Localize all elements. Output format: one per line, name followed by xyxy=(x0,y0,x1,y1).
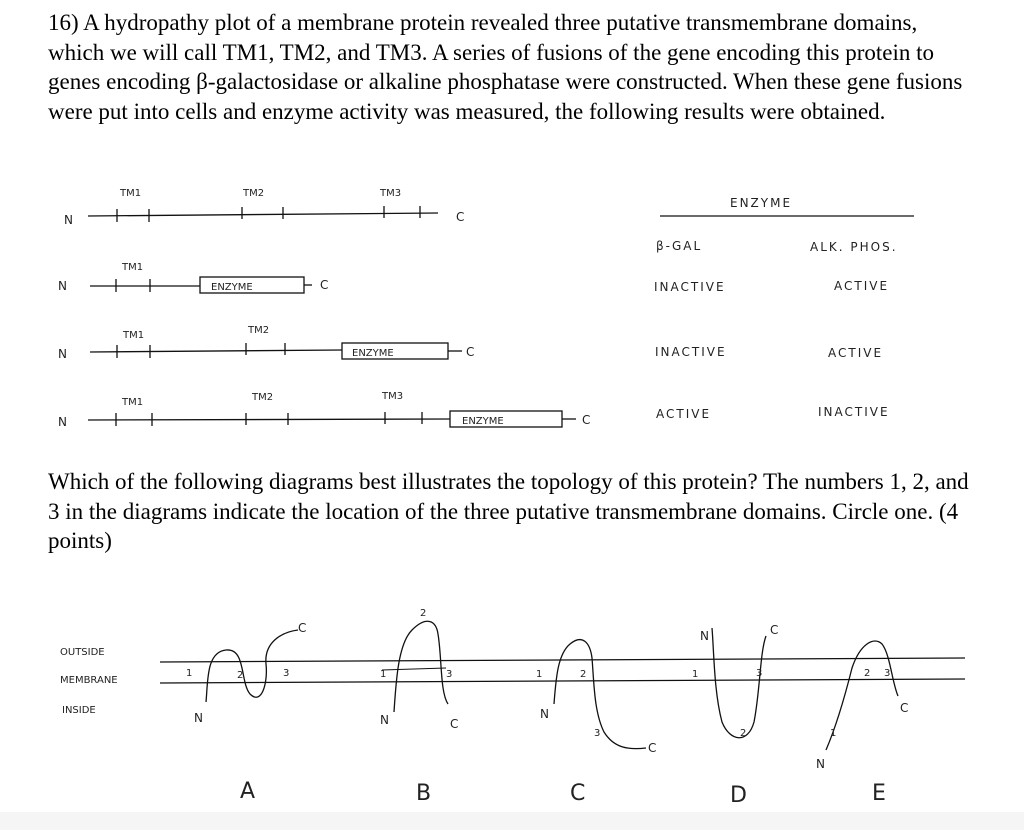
full-protein-row xyxy=(64,188,466,227)
c-tm1: 1 xyxy=(536,669,543,680)
row2-tm1-label: TM1 xyxy=(123,330,145,341)
e-tm3: 3 xyxy=(884,668,891,679)
e-tm2: 2 xyxy=(864,668,871,679)
question-paragraph-2: Which of the following diagrams best illustrates the topology of this protein? The numbers 1, 2, and 3 in the diagrams indicate the location of the three putative transmembrane domains. Circle one. (4 points) xyxy=(48,469,969,553)
option-c xyxy=(536,640,658,806)
option-b-label: B xyxy=(416,781,432,806)
enzyme-header: ENZYME xyxy=(730,196,793,210)
e-tm1: 1 xyxy=(830,728,837,739)
membrane-label: MEMBRANE xyxy=(60,675,118,686)
row3-c: C xyxy=(582,413,593,427)
option-d-label: D xyxy=(730,783,747,808)
row1-bgal: INACTIVE xyxy=(654,280,726,294)
e-n: N xyxy=(816,757,827,771)
topology-diagram xyxy=(0,572,1024,812)
row2-n: N xyxy=(58,347,69,361)
a-c: C xyxy=(298,621,309,635)
row2-enzyme: ENZYME xyxy=(352,348,394,359)
a-n: N xyxy=(194,711,205,725)
col-bgal-header: β-GAL xyxy=(656,239,703,253)
row1-alk: ACTIVE xyxy=(834,279,890,293)
tm1-label: TM1 xyxy=(120,188,142,199)
d-tm1: 1 xyxy=(692,669,699,680)
d-c: C xyxy=(770,623,781,637)
protein-line xyxy=(88,213,438,216)
membrane-bottom-line xyxy=(160,679,965,683)
row2-alk: ACTIVE xyxy=(828,346,884,360)
d-tm3: 3 xyxy=(756,668,763,679)
n-terminus: N xyxy=(64,213,75,227)
fusion-row-1 xyxy=(58,262,330,293)
option-a-label: A xyxy=(240,779,256,804)
row2-c: C xyxy=(466,345,477,359)
row3-tm2-label: TM2 xyxy=(252,392,274,403)
b-n: N xyxy=(380,713,391,727)
membrane-top-line xyxy=(160,658,965,662)
col-alk-header: ALK. PHOS. xyxy=(810,240,898,254)
tm3-label: TM3 xyxy=(380,188,402,199)
option-b xyxy=(380,608,460,806)
d-tm2: 2 xyxy=(740,728,747,739)
c-terminus: C xyxy=(456,210,467,224)
tm2-label: TM2 xyxy=(243,188,265,199)
c-n: N xyxy=(540,707,551,721)
row3-tm3-label: TM3 xyxy=(382,391,404,402)
b-tm1: 1 xyxy=(380,669,387,680)
row1-n: N xyxy=(58,279,69,293)
option-d xyxy=(692,623,780,808)
option-e-label: E xyxy=(872,781,886,806)
a-tm1: 1 xyxy=(186,668,193,679)
a-tm3: 3 xyxy=(283,668,290,679)
fusion-row-2 xyxy=(58,325,476,361)
row3-alk: INACTIVE xyxy=(818,405,890,419)
fusion-row-3 xyxy=(58,391,592,429)
row2-tm2-label: TM2 xyxy=(248,325,270,336)
row3-bgal: ACTIVE xyxy=(656,407,712,421)
row3-tm1-label: TM1 xyxy=(122,397,144,408)
b-tm2: 2 xyxy=(420,608,427,619)
b-tm3: 3 xyxy=(446,669,453,680)
row1-c: C xyxy=(320,278,331,292)
b-c: C xyxy=(450,717,461,731)
question-paragraph-1: 16) A hydropathy plot of a membrane protein revealed three putative transmembrane domains, which we will call TM1, TM2, and TM3. A series of fusions of the gene encoding this protein to genes encoding β-galactosidase or alkaline phosphatase were constructed. When these gene fusions were put into cells and enzyme activity was measured, the following results were obtained. xyxy=(48,10,963,124)
page-bottom-band xyxy=(0,812,1024,830)
row3-n: N xyxy=(58,415,69,429)
option-c-label: C xyxy=(570,781,586,806)
option-a xyxy=(186,621,308,804)
c-tm3: 3 xyxy=(594,728,601,739)
c-tm2: 2 xyxy=(580,669,587,680)
row2-bgal: INACTIVE xyxy=(655,345,727,359)
d-n: N xyxy=(700,629,711,643)
row1-enzyme: ENZYME xyxy=(211,282,253,293)
e-c: C xyxy=(900,701,911,715)
row1-tm1-label: TM1 xyxy=(122,262,144,273)
row3-enzyme: ENZYME xyxy=(462,416,504,427)
results-table xyxy=(654,196,914,421)
a-tm2: 2 xyxy=(237,670,244,681)
outside-label: OUTSIDE xyxy=(60,647,105,658)
option-e xyxy=(816,641,910,806)
inside-label: INSIDE xyxy=(62,705,96,716)
c-c: C xyxy=(648,741,659,755)
